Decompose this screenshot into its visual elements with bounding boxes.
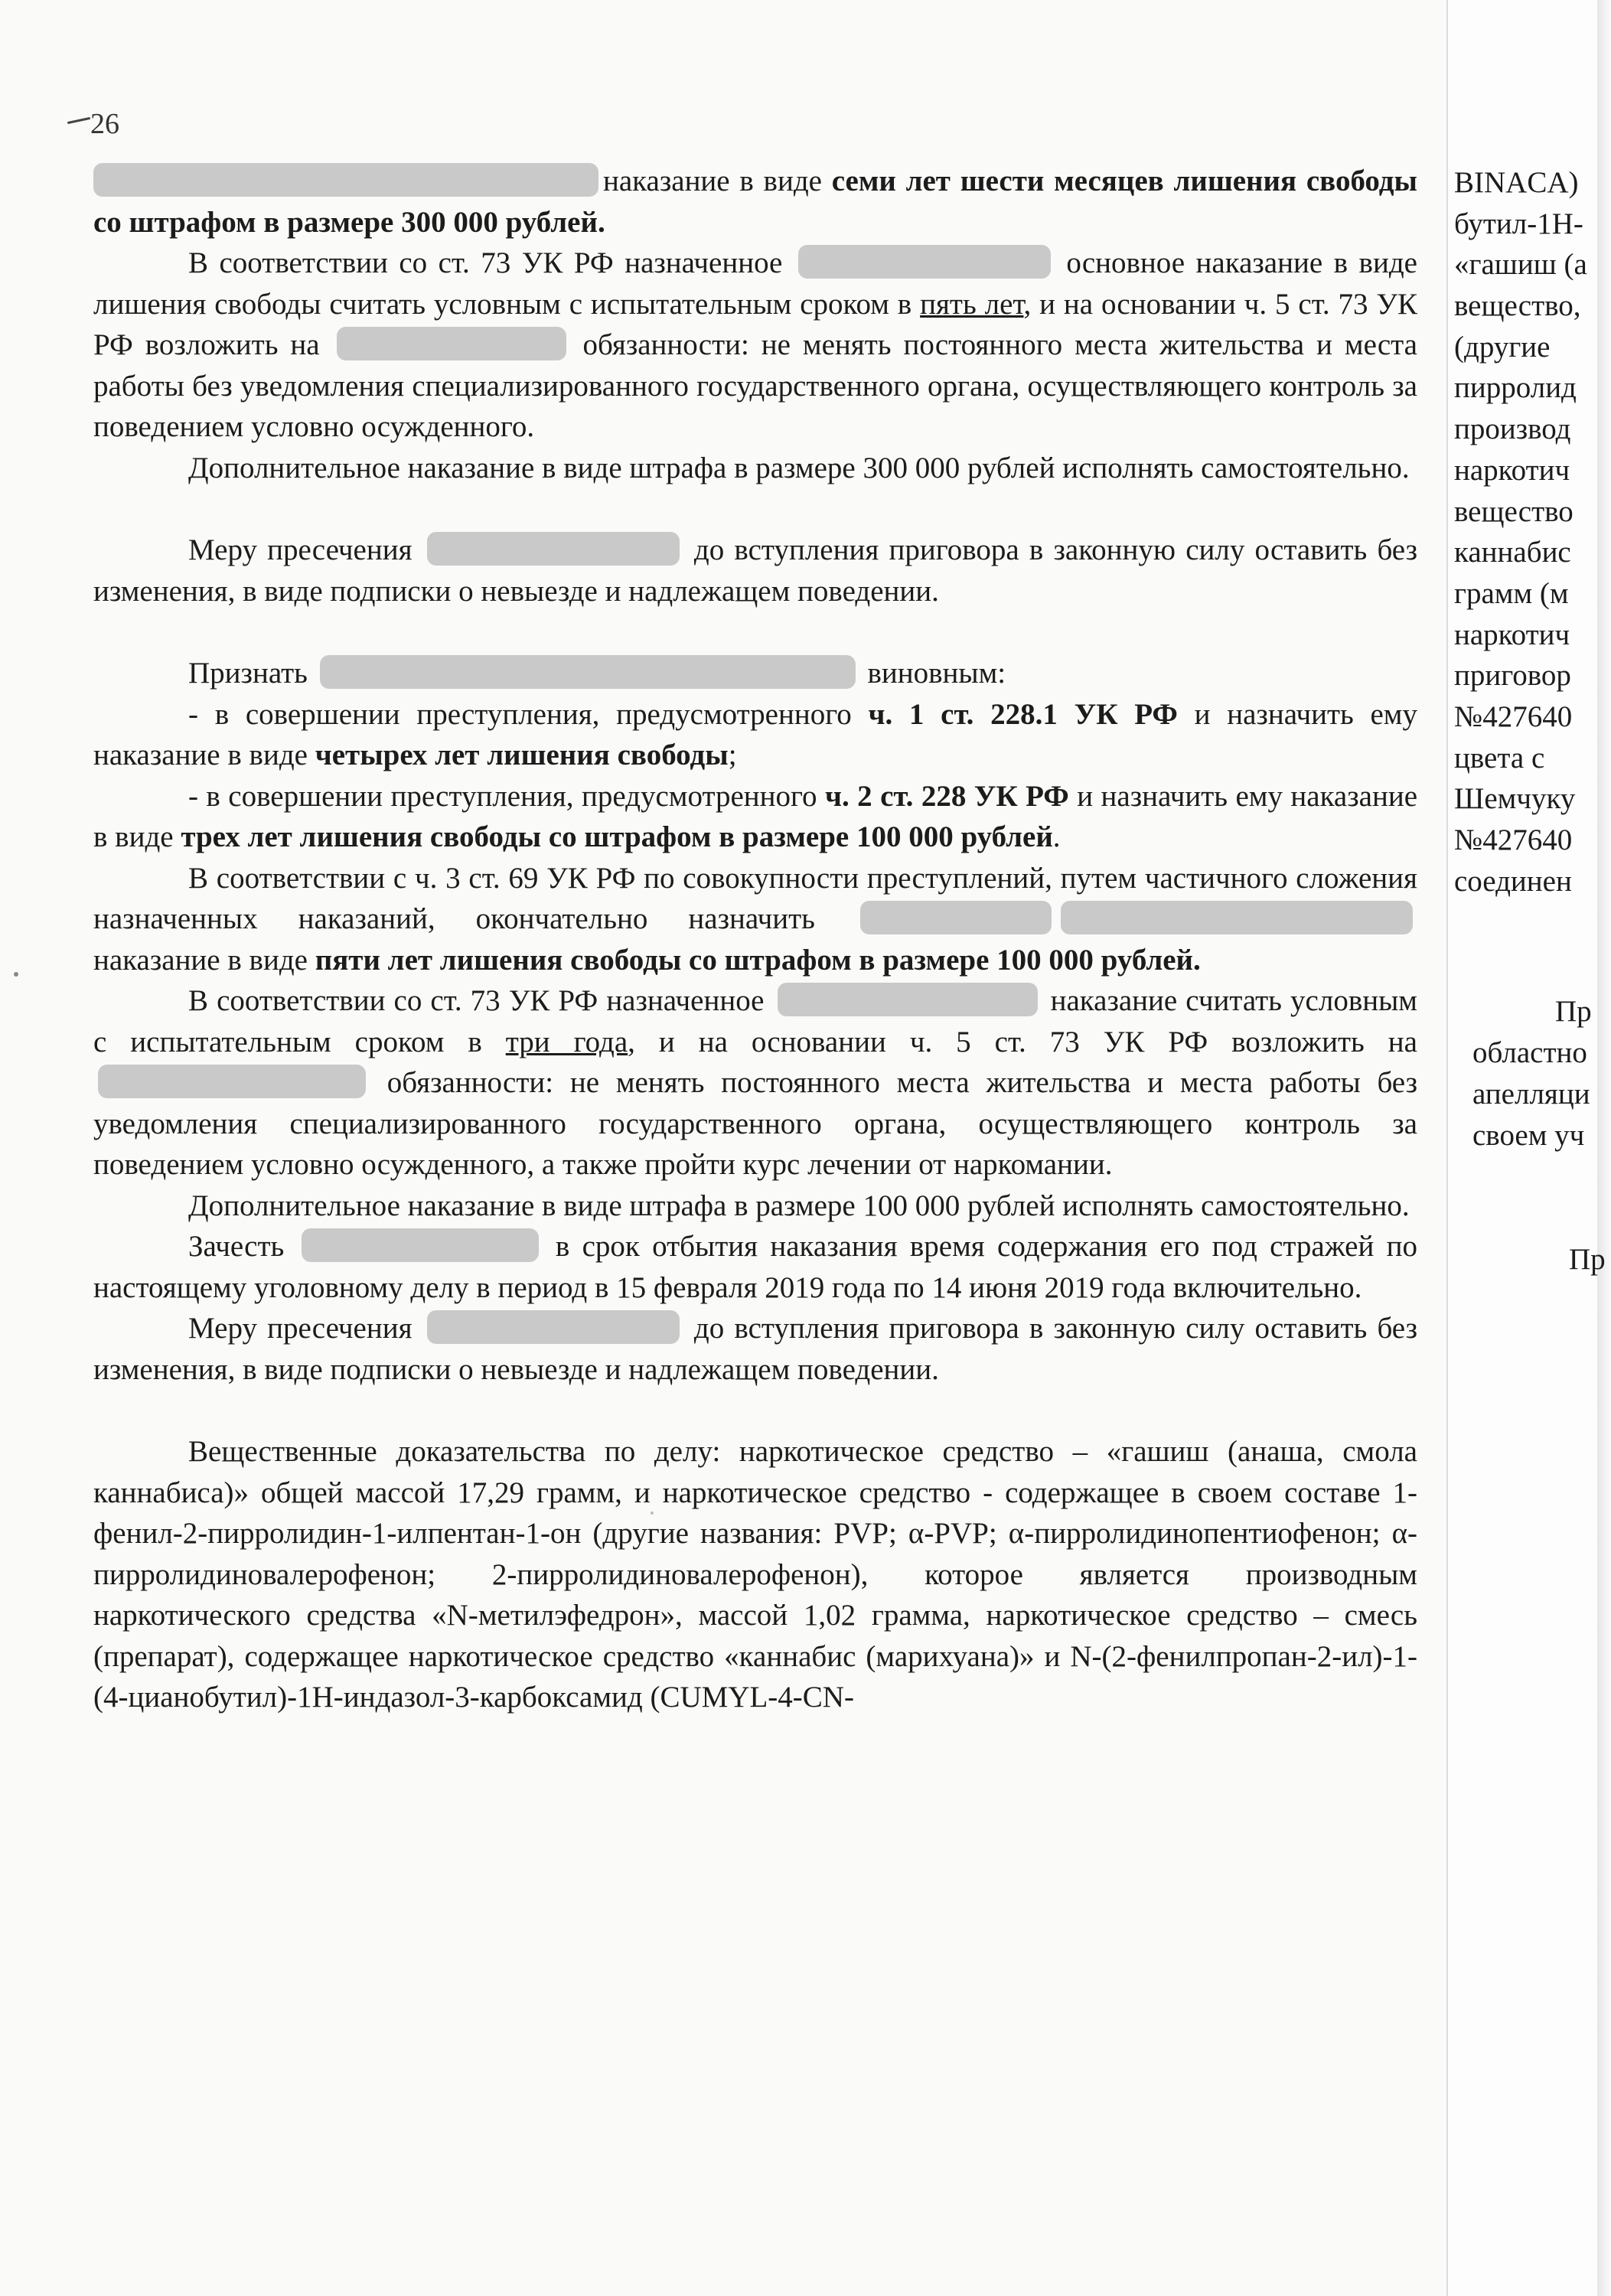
redacted-name [337, 327, 566, 360]
document-body [93, 161, 1417, 1718]
adjacent-page-edge [1446, 0, 1611, 2296]
paragraph-count-one: - в совершении преступления, предусмотренного ч. 1 ст. 228.1 УК РФ и назначить ему наказание в виде четырех лет лишения свободы; [93, 697, 1417, 771]
adjacent-page-text: BINACA) бутил-1Н- «гашиш (а вещество, (другие пирролид производ наркотич вещество каннабис грамм (м наркотич приговор №427640 цвета с Шемчуку №427640 соединен [1454, 166, 1587, 898]
paragraph-guilty: Признать виновным: [188, 657, 1006, 690]
paragraph-credit-detention: Зачесть в срок отбытия наказания время содержания его под стражей по настоящему уголовному делу в период в 15 февраля 2019 года по 14 июня 2019 года включительно. [93, 1230, 1417, 1304]
paragraph-fine-second: Дополнительное наказание в виде штрафа в размере 100 000 рублей исполнять самостоятельно. [188, 1189, 1410, 1222]
redacted-name [93, 163, 598, 197]
paragraph-evidence: Вещественные доказательства по делу: наркотическое средство – «гашиш (анаша, смола каннабиса)» общей массой 17,29 грамм, и наркотическое средство - содержащее в своем составе 1-фенил-2-пирролидин-1-илпентан-1-он (другие названия: PVP; α-PVP; α-пирролидинопентиофенон; α-пирролидиновалерофенон; 2-пирролидиновалерофенон), которое является производным наркотического средства «N-метилэфедрон», массой 1,02 грамма, наркотическое средство – смесь (препарат), содержащее наркотическое средство «каннабис (марихуана)» и N-(2-фенилпропан-2-ил)-1-(4-цианобутил)-1Н-индазол-3-карбоксамид (CUMYL-4-CN- [93, 1435, 1417, 1714]
paragraph-fine-first: Дополнительное наказание в виде штрафа в размере 300 000 рублей исполнять самостоятельно. [188, 451, 1410, 484]
redacted-name [320, 655, 856, 689]
paragraph-sentence-first: наказание в виде семи лет шести месяцев лишения свободы со штрафом в размере 300 000 рублей. [93, 165, 1417, 239]
redacted-name [798, 245, 1051, 279]
scan-speck [651, 1512, 654, 1515]
redacted-name [1061, 901, 1413, 934]
page-number: 26 [90, 108, 119, 140]
redacted-name [302, 1228, 539, 1262]
redacted-name [427, 1310, 680, 1344]
redacted-name [778, 983, 1038, 1016]
paragraph-aggregate: В соответствии с ч. 3 ст. 69 УК РФ по совокупности преступлений, путем частичного сложения назначенных наказаний, окончательно назначить наказание в виде пяти лет лишения свободы со штрафом в размере 100 000 рублей. [93, 861, 1417, 977]
redacted-name [860, 901, 1052, 934]
redacted-name [98, 1065, 366, 1098]
paragraph-count-two: - в совершении преступления, предусмотренного ч. 2 ст. 228 УК РФ и назначить ему наказание в виде трех лет лишения свободы со штрафом в размере 100 000 рублей. [93, 779, 1418, 853]
paragraph-probation-first: В соответствии со ст. 73 УК РФ назначенное основное наказание в виде лишения свободы считать условным с испытательным сроком в пять лет, и на основании ч. 5 ст. 73 УК РФ возложить на обязанности: не менять постоянного места жительства и места работы без уведомления специализированного государственного органа, осуществляющего контроль за поведением условно осужденного. [93, 246, 1417, 443]
scan-speck [14, 972, 18, 977]
paragraph-probation-second: В соответствии со ст. 73 УК РФ назначенное наказание считать условным с испытательным сроком в три года, и на основании ч. 5 ст. 73 УК РФ возложить на обязанности: не менять постоянного места жительства и места работы без уведомления специализированного государственного органа, осуществляющего контроль за поведением условно осужденного, а также пройти курс лечении от наркомании. [93, 984, 1417, 1181]
paragraph-restraint-first: Меру пресечения до вступления приговора в законную силу оставить без изменения, в виде подписки о невыезде и надлежащем поведении. [93, 533, 1417, 608]
redacted-name [427, 532, 680, 566]
paragraph-restraint-second: Меру пресечения до вступления приговора в законную силу оставить без изменения, в виде подписки о невыезде и надлежащем поведении. [93, 1312, 1417, 1386]
adjacent-page-text-lower: Пр областно апелляци своем уч Пр [1472, 995, 1606, 1276]
